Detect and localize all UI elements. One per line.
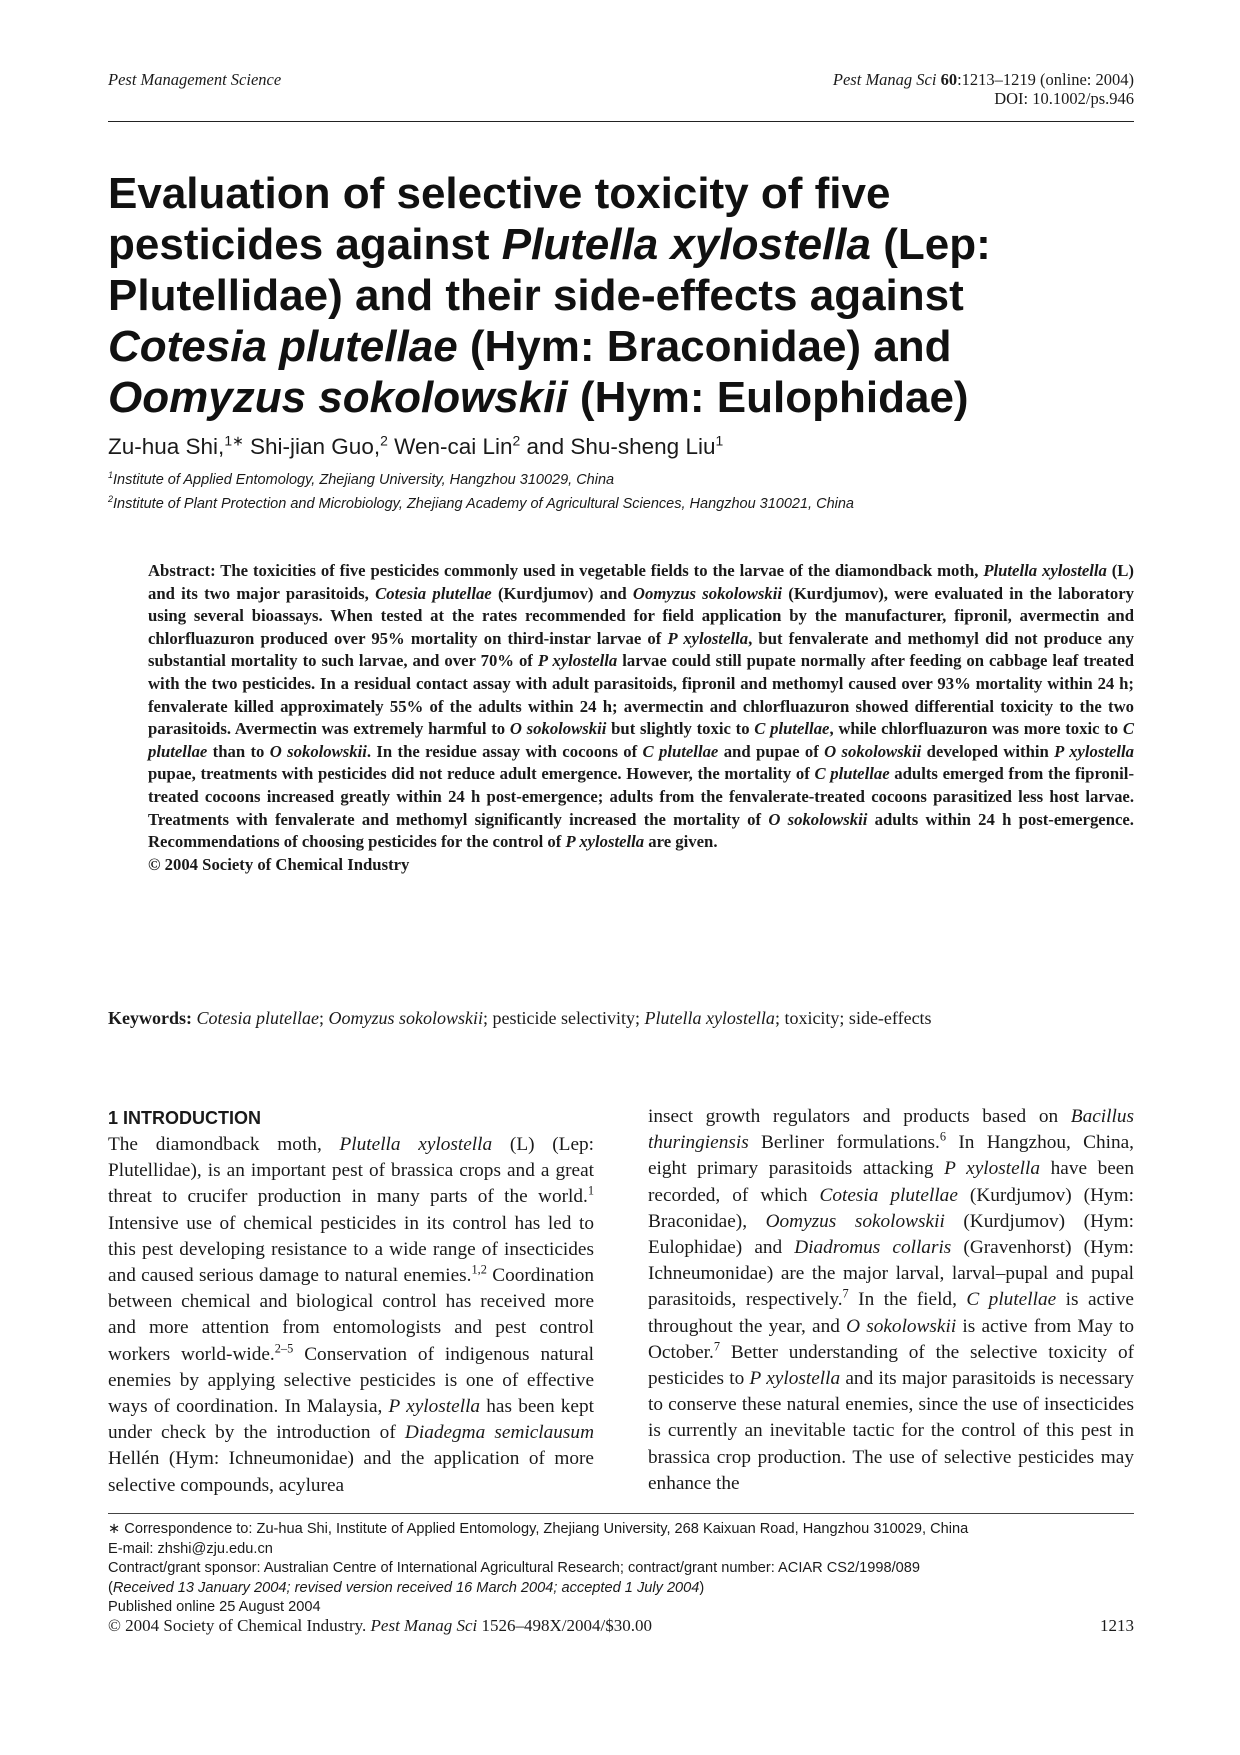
species-name: C plutellae bbox=[814, 764, 890, 784]
title-line-2b: (Lep: bbox=[870, 220, 991, 269]
abstract-text: than to bbox=[207, 741, 270, 761]
species-name: O sokolowskii bbox=[768, 809, 868, 829]
author-list bbox=[108, 434, 723, 460]
affiliation-2 bbox=[108, 496, 854, 512]
body-text: insect growth regulators and products based on bbox=[648, 1106, 1071, 1127]
paren: ) bbox=[699, 1579, 705, 1596]
title-species-cotesia: Cotesia plutellae bbox=[108, 322, 458, 371]
footnote-mark: ∗ bbox=[108, 1521, 121, 1537]
keyword: Oomyzus sokolowskii bbox=[328, 1008, 483, 1028]
species-name: C plutellae bbox=[754, 719, 830, 739]
correspondence-note bbox=[108, 1520, 1134, 1540]
page-footer bbox=[108, 1616, 1134, 1636]
species-name: Cotesia plutellae bbox=[375, 583, 492, 603]
keyword: Plutella xylostella bbox=[644, 1008, 775, 1028]
abstract-text: developed within bbox=[921, 741, 1055, 761]
body-text: is active from May to October. bbox=[648, 1315, 1134, 1363]
affiliation-mark: 1 bbox=[108, 470, 113, 481]
abstract-body bbox=[148, 560, 1134, 854]
author-affil-mark: 1 bbox=[715, 432, 724, 449]
species-name: P xylostella bbox=[565, 832, 645, 852]
species-name: Plutella xylostella bbox=[339, 1134, 493, 1155]
abstract-text: (Kurdjumov), were evaluated in the laboratory using several bioassays. When tested at the rates recommended for field application by the manufacturer, fipronil, avermectin and chlorfluazuron produced over 95% mortality on third-instar larvae of bbox=[148, 583, 1134, 648]
intro-paragraph-continued bbox=[648, 1104, 1134, 1497]
species-name: Diadegma semiclausum bbox=[404, 1422, 594, 1444]
abstract-text: (Kurdjumov) and bbox=[491, 583, 633, 603]
citation-journal: Pest Manag Sci bbox=[832, 70, 937, 89]
species-name: C plutellae bbox=[966, 1289, 1057, 1311]
species-name: P xylostella bbox=[749, 1368, 841, 1390]
abstract-copyright: © 2004 Society of Chemical Industry bbox=[148, 854, 410, 874]
species-name: C plutellae bbox=[642, 741, 719, 761]
body-text: has been kept under check by the introduction of bbox=[108, 1396, 594, 1444]
author-affil-mark: 2 bbox=[512, 432, 521, 449]
body-text: Intensive use of chemical pesticides in its control has led to this pest developing resistance to a wide range of insecticides and caused serious damage to natural enemies. bbox=[108, 1212, 594, 1287]
author-affil-mark: 2 bbox=[380, 432, 388, 449]
title-line-1: Evaluation of selective toxicity of five bbox=[108, 169, 891, 218]
body-text: is active throughout the year, and bbox=[648, 1289, 1134, 1337]
affiliation-1 bbox=[108, 472, 614, 488]
title-line-4b: (Hym: Braconidae) and bbox=[457, 322, 952, 371]
citation-ref[interactable]: 7 bbox=[713, 1339, 721, 1354]
keyword-separator: ; bbox=[318, 1008, 329, 1028]
abstract-label: Abstract: bbox=[148, 561, 216, 580]
abstract-text: , but fenvalerate and methomyl did not produce any substantial mortality to such larvae, and over 70% of bbox=[148, 628, 1134, 671]
citation-block bbox=[833, 70, 1134, 108]
species-name: P xylostella bbox=[388, 1396, 481, 1418]
footnote-rule bbox=[108, 1513, 1134, 1514]
page-number: 1213 bbox=[1100, 1616, 1134, 1635]
species-name: Diadromus collaris bbox=[794, 1237, 952, 1259]
abstract bbox=[148, 560, 1134, 876]
published-note: Published online 25 August 2004 bbox=[108, 1599, 321, 1616]
title-species-oomyzus: Oomyzus sokolowskii bbox=[108, 373, 568, 422]
author-name: Zu-hua Shi, bbox=[108, 434, 225, 459]
footnote-text: Correspondence to: Zu-hua Shi, Institute of Applied Entomology, Zhejiang University, 268 Kaixuan Road, Hangzhou 310029, China bbox=[120, 1521, 969, 1537]
abstract-text: but slightly toxic to bbox=[606, 719, 755, 739]
citation-ref[interactable]: 7 bbox=[842, 1287, 849, 1301]
body-text: The diamondback moth, bbox=[108, 1134, 340, 1155]
keyword: Cotesia plutellae bbox=[196, 1008, 319, 1028]
species-name: Cotesia plutellae bbox=[819, 1184, 958, 1206]
paper-title bbox=[108, 168, 1134, 423]
abstract-text: adults within 24 h post-emergence. Recommendations of choosing pesticides for the control of bbox=[148, 809, 1134, 852]
keyword: ; pesticide selectivity; bbox=[483, 1008, 645, 1028]
footer-copyright: © 2004 Society of Chemical Industry. bbox=[108, 1616, 371, 1635]
citation-ref[interactable]: 1,2 bbox=[471, 1262, 487, 1277]
affiliation-mark: 2 bbox=[108, 494, 113, 505]
body-text: (L) (Lep: Plutellidae), is an important pest of brassica crops and a great threat to crucifer production in many parts of the world. bbox=[108, 1134, 595, 1208]
footer-issn: 1526–498X/2004/$30.00 bbox=[477, 1616, 652, 1635]
footer-journal: Pest Manag Sci bbox=[370, 1616, 478, 1635]
citation-line bbox=[833, 70, 1134, 89]
keywords bbox=[108, 1008, 1134, 1029]
body-text: Conservation of indigenous natural enemies by applying selective pesticides is one of effective ways of coordination. In Malaysia, bbox=[108, 1343, 595, 1418]
citation-ref[interactable]: 2–5 bbox=[274, 1341, 294, 1356]
received-dates: Received 13 January 2004; revised version received 16 March 2004; accepted 1 July 2004 bbox=[112, 1579, 700, 1596]
author-name: Shi-jian Guo, bbox=[250, 434, 381, 459]
keyword: ; toxicity; side-effects bbox=[774, 1008, 932, 1028]
species-name: O sokolowskii bbox=[824, 741, 922, 761]
species-name: Oomyzus sokolowskii bbox=[632, 583, 782, 603]
abstract-text: pupae, treatments with pesticides did not reduce adult emergence. However, the mortality of bbox=[148, 764, 815, 784]
species-name: P xylostella bbox=[537, 651, 618, 671]
body-text: In Hangzhou, China, eight primary parasitoids attacking bbox=[648, 1132, 1135, 1180]
abstract-text: The toxicities of five pesticides commonly used in vegetable fields to the larvae of the diamondback moth, bbox=[215, 561, 984, 580]
species-name: Bacillus thuringiensis bbox=[648, 1106, 1134, 1154]
abstract-text: adults emerged from the fipronil-treated cocoons increased greatly within 24 h post-emergence; adults from the fenvalerate-treated cocoons parasitized less host larvae. Treatments with fenvalerate and methomyl significantly increased the mortality of bbox=[148, 764, 1134, 829]
keywords-label: Keywords: bbox=[108, 1008, 192, 1028]
author-conjunction: and bbox=[526, 434, 565, 459]
section-heading: 1 INTRODUCTION bbox=[108, 1108, 261, 1128]
body-text: (Kurdjumov) (Hym: Eulophidae) and bbox=[648, 1210, 1134, 1259]
intro-paragraph bbox=[108, 1132, 594, 1499]
email-note[interactable]: E-mail: zhshi@zju.edu.cn bbox=[108, 1540, 273, 1557]
title-line-5b: (Hym: Eulophidae) bbox=[567, 373, 969, 422]
author-name: Wen-cai Lin bbox=[394, 434, 513, 459]
paren: ( bbox=[108, 1579, 113, 1596]
paper-page bbox=[108, 0, 1134, 1755]
species-name: O sokolowskii bbox=[509, 719, 607, 739]
species-name: P xylostella bbox=[944, 1158, 1041, 1180]
citation-ref[interactable]: 1 bbox=[587, 1183, 594, 1198]
species-name: Plutella xylostella bbox=[983, 561, 1107, 580]
body-text: In the field, bbox=[848, 1289, 967, 1311]
abstract-text: larvae could still pupate normally after feeding on cabbage leaf treated with the two pesticides. In a residual contact assay with adult parasitoids, fipronil and methomyl caused over 93% mortality within 24 h; fenvalerate killed approximately 55% of the adults within 24 h; avermectin and chlorfluazuron showed differential toxicity to the two parasitoids. Avermectin was extremely harmful to bbox=[148, 651, 1134, 739]
body-text: (Kurdjumov) (Hym: Braconidae), bbox=[648, 1184, 1135, 1232]
species-name: P xylostella bbox=[667, 628, 749, 648]
body-text: and its major parasitoids is necessary to conserve these natural enemies, since the use of insecticides is currently an inevitable tactic for the control of this pest in brassica crop production. The use of selective pesticides may enhance the bbox=[648, 1368, 1135, 1494]
species-name: P xylostella bbox=[1054, 741, 1134, 761]
intro-column-left bbox=[108, 1106, 594, 1499]
species-name: O sokolowskii bbox=[269, 741, 367, 761]
abstract-text: , while chlorfluazuron was more toxic to bbox=[829, 719, 1123, 739]
title-line-2a: pesticides against bbox=[108, 220, 502, 269]
title-species-plutella: Plutella xylostella bbox=[501, 220, 871, 269]
journal-name: Pest Management Science bbox=[108, 70, 282, 89]
body-text: Coordination between chemical and biological control has received more and more attention from entomologists and pest control workers world-wide. bbox=[108, 1265, 594, 1365]
citation-pages: :1213–1219 (online: 2004) bbox=[957, 70, 1134, 89]
species-name: O sokolowskii bbox=[846, 1315, 957, 1337]
abstract-text: (L) and its two major parasitoids, bbox=[148, 561, 1134, 603]
intro-column-right bbox=[648, 1104, 1134, 1497]
species-name: C plutellae bbox=[148, 719, 1134, 761]
abstract-text: are given. bbox=[644, 832, 718, 852]
affiliation-text: Institute of Plant Protection and Microbiology, Zhejiang Academy of Agricultural Sciences, Hangzhou 310021, China bbox=[113, 496, 854, 512]
author-name: Shu-sheng Liu bbox=[570, 434, 716, 459]
citation-ref[interactable]: 6 bbox=[939, 1129, 947, 1144]
doi-line[interactable]: DOI: 10.1002/ps.946 bbox=[994, 89, 1134, 108]
citation-volume: 60 bbox=[940, 70, 958, 89]
title-line-3: Plutellidae) and their side-effects against bbox=[108, 271, 964, 320]
author-affil-mark: 1∗ bbox=[224, 432, 244, 449]
footnotes bbox=[108, 1520, 1134, 1618]
body-text: Better understanding of the selective toxicity of pesticides to bbox=[648, 1341, 1134, 1390]
body-text: Hellén (Hym: Ichneumonidae) and the application of more selective compounds, acylurea bbox=[108, 1448, 594, 1496]
grant-note: Contract/grant sponsor: Australian Centre of International Agricultural Research; contract/grant number: ACIAR CS2/1998/089 bbox=[108, 1560, 921, 1577]
affiliation-text: Institute of Applied Entomology, Zhejiang University, Hangzhou 310029, China bbox=[113, 472, 615, 488]
body-text: have been recorded, of which bbox=[648, 1158, 1135, 1206]
abstract-text: . In the residue assay with cocoons of bbox=[366, 741, 643, 761]
header-rule bbox=[108, 121, 1134, 122]
abstract-text: and pupae of bbox=[718, 741, 825, 761]
species-name: Oomyzus sokolowskii bbox=[765, 1210, 945, 1232]
received-note bbox=[108, 1579, 1134, 1599]
body-text: (Gravenhorst) (Hym: Ichneumonidae) are the major larval, larval–pupal and pupal parasitoids, respectively. bbox=[648, 1237, 1134, 1311]
body-text: Berliner formulations. bbox=[748, 1132, 940, 1154]
